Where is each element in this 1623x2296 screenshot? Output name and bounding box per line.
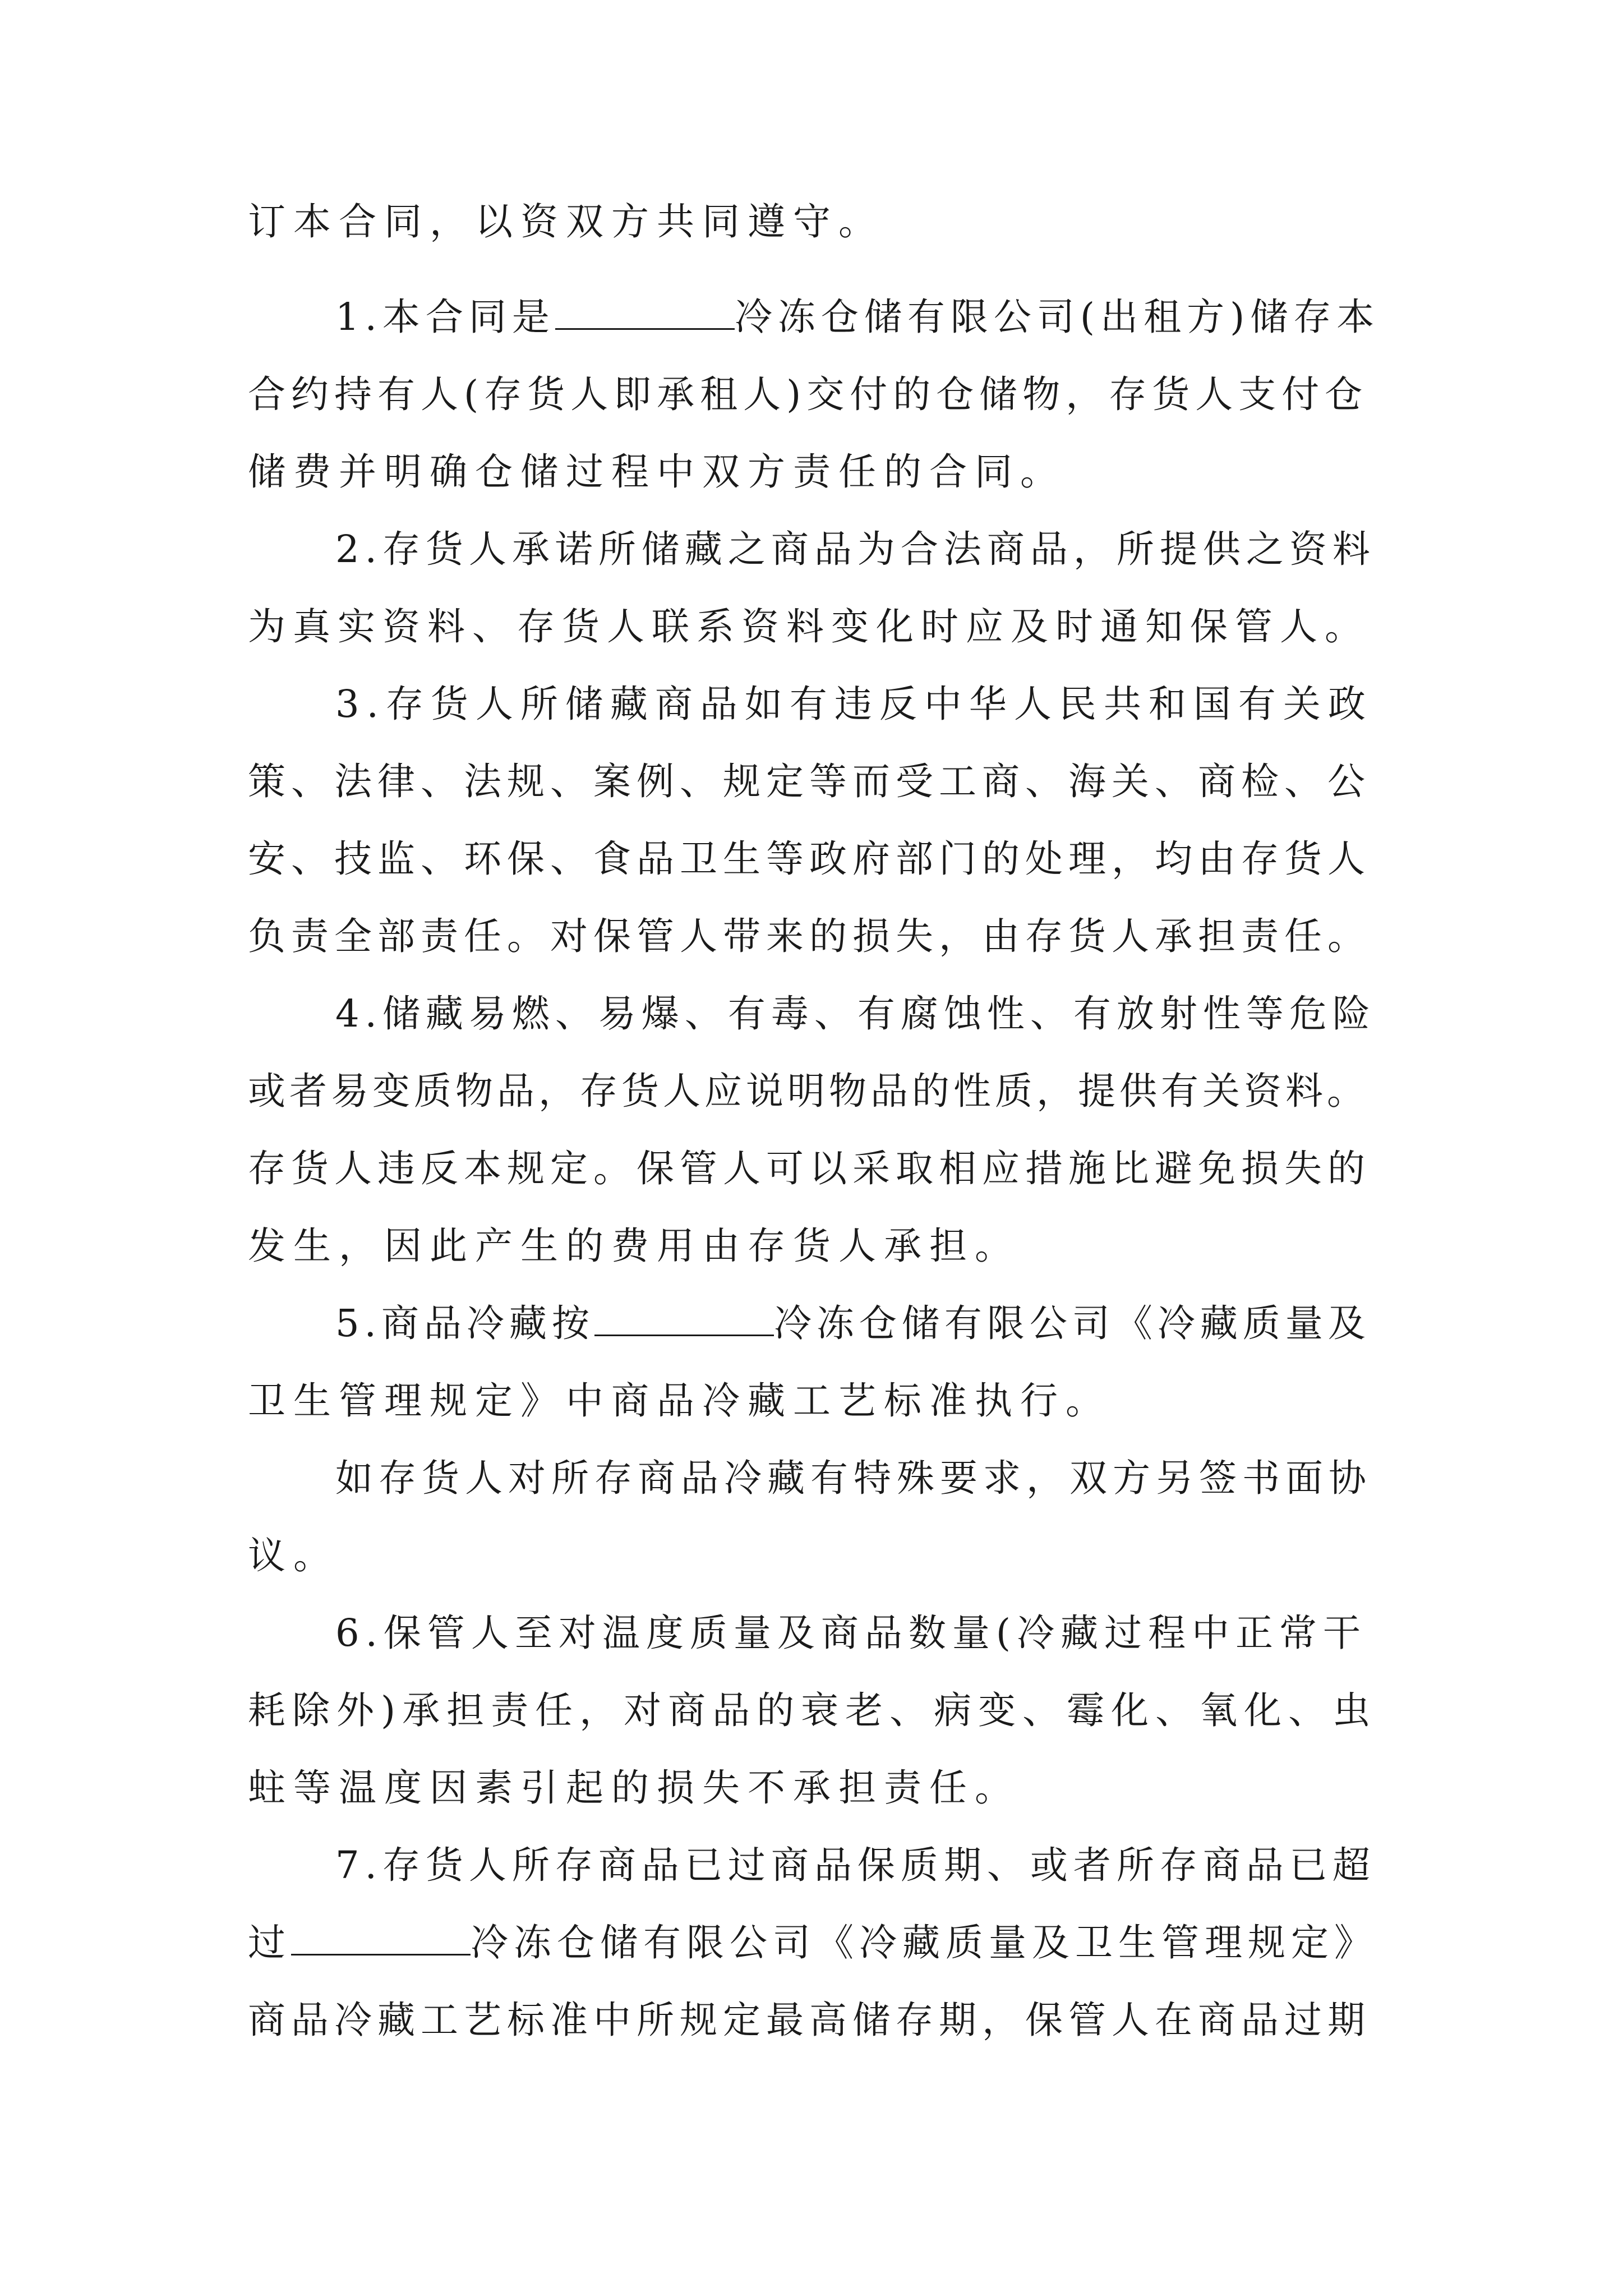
text-line: 订本合同，以资双方共同遵守。 [248,200,884,243]
text-line: 议。 [248,1534,339,1577]
clause-7-lead: 过 [248,1921,291,1964]
text-line: 存货人违反本规定。保管人可以采取相应措施比避免损失的 [248,1147,1371,1190]
text-line: 策、法律、法规、案例、规定等而受工商、海关、商检、公 [248,760,1371,803]
text-line: 4.储藏易燃、易爆、有毒、有腐蚀性、有放射性等危险 [335,992,1376,1036]
text-line: 发生，因此产生的费用由存货人承担。 [248,1224,1020,1268]
text-line: 负责全部责任。对保管人带来的损失，由存货人承担责任。 [248,914,1371,958]
text-line: 储费并明确仓储过程中双方责任的合同。 [248,450,1066,494]
text-line [335,292,1380,342]
text-line: 卫生管理规定》中商品冷藏工艺标准执行。 [248,1379,1111,1423]
clause-1-lead: 1.本合同是 [335,295,555,339]
text-line: 或者易变质物品，存货人应说明物品的性质，提供有关资料。 [248,1069,1368,1113]
text-line: 3.存货人所储藏商品如有违反中华人民共和国有关政 [335,682,1373,726]
text-line [248,1917,1377,1968]
text-line: 耗除外)承担责任，对商品的衰老、病变、霉化、氧化、虫 [248,1688,1377,1732]
company-name-blank[interactable] [555,295,735,330]
text-line: 合约持有人(存货人即承租人)交付的仓储物，存货人支付仓 [248,372,1368,416]
text-line: 为真实资料、存货人联系资料变化时应及时通知保管人。 [248,605,1370,648]
text-line: 6.保管人至对温度质量及商品数量(冷藏过程中正常干 [335,1611,1367,1655]
text-line [335,1298,1371,1349]
clause-5-rest: 冷冻仓储有限公司《冷藏质量及 [773,1301,1371,1345]
text-line: 如存货人对所存商品冷藏有特殊要求，双方另签书面协 [335,1456,1372,1500]
text-line: 蛀等温度因素引起的损失不承担责任。 [248,1766,1020,1810]
clause-7-rest: 冷冻仓储有限公司《冷藏质量及卫生管理规定》 [471,1921,1377,1964]
text-line: 安、技监、环保、食品卫生等政府部门的处理，均由存货人 [248,837,1371,881]
text-line: 7.存货人所存商品已过商品保质期、或者所存商品已超 [335,1843,1376,1887]
text-line: 2.存货人承诺所储藏之商品为合法商品，所提供之资料 [335,527,1376,571]
text-line: 商品冷藏工艺标准中所规定最高储存期，保管人在商品过期 [248,1998,1371,2042]
company-name-blank[interactable] [594,1301,774,1336]
clause-1-rest: 冷冻仓储有限公司(出租方)储存本 [734,295,1380,339]
company-name-blank[interactable] [291,1920,471,1955]
clause-5-lead: 5.商品冷藏按 [335,1301,594,1345]
